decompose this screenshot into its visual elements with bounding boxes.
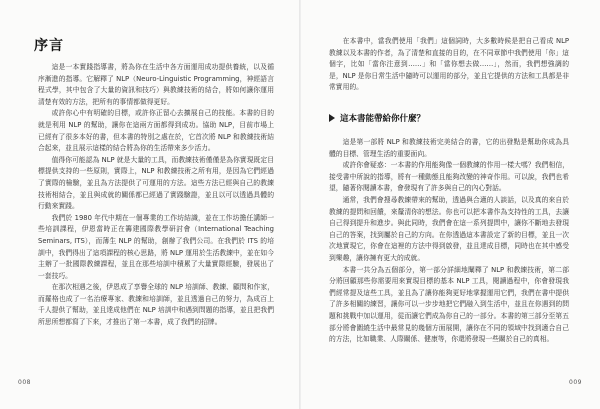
paragraph: 通常，我們會搜尋教練帶來的幫助，透過與合適的人談話，以及真的來自於教練的提問和回饋，來釐清你的想法。你也可以把本書作為支持性的工具，去讓自己得到提升和進步。與此同時，我們會在這一系列提問中，讓你不斷地去發現自己的答案，找到屬於自己的方向。在你透過這本書設定了新的目標，並且一次次地實現它，你會在這裡的方法中得到啟發，並且達成目標，同時也在其中感受到樂趣，讓你擁有更大的成就。	[329, 195, 569, 262]
body-text	[38, 62, 274, 329]
paragraph: 在本書中，當我們使用「我們」這個詞時，大多數時候是把自己看成 NLP 教練以及本書的作者，為了清楚和直接的目的，在不同章節中我們使用「你」這個字，比如「當你注意到……」和「當你想去做……」，然而，我們想強調的是，NLP 是你日常生活中隨時可以運用的部分，並且它提供的方法和工具都是非常實用的。	[329, 37, 569, 92]
body-text	[329, 137, 569, 346]
section-heading	[329, 112, 425, 124]
intro-text	[329, 36, 569, 94]
right-page	[301, 0, 600, 409]
paragraph: 值得你可能認為 NLP 就是大量的工具，而教練技術僅僅是為你實現既定目標提供支持的一些原則，實際上，NLP 和教練技術之所有用，是因為它們經過了實際的檢驗，並且為方法提供了可運用的方法。這些方法已經與自己的教練技術相結合，並且與成就的關係都已經過了實踐驗證，並且以可以透過具體的行動來實踐。	[38, 155, 274, 211]
page-number: 008	[18, 379, 31, 386]
paragraph: 我們於 1980 年代中期在一個專業的工作坊結識，並在工作坊擔任講師一些培訓課程，伊恩當時正在籌建國際教學研討會（International Teaching Seminars, ITS），而薄生 NLP 的幫助，創辦了我們公司。在我們於 ITS 的培訓中，我們得出了這項課程的核心思路，將 NLP 運用於生活教練中，並在如今主辦了一批國際教練課程，並且在那些培訓中積累了大量實際經驗，發展出了一套技巧。	[38, 213, 274, 280]
section-heading-text: 這本書能帶給你什麼？	[340, 114, 426, 124]
paragraph: 本書一共分為五個部分，第一部分詳細地闡釋了 NLP 和教練技術，第二部分將回顧那些你需要用來實現目標的基本 NLP 工具，閱讀過程中，你會發現我們經常提及這些工具，並且為了讓你能夠更好地掌握運用它們，我們在書中提供了許多相關的練習，讓你可以一步步地把它們融入到生活中，並且在你遇到的問題和挑戰中加以運用，從而讓它們成為你自己的一部分。本書的第三部分至第五部分將會圍繞生活中最常見的幾個方面展開，讓你在不同的領域中找到適合自己的方法，比如職業、人際關係、健康等，你還將發現一些關於自己的真相。	[329, 265, 569, 344]
triangle-bullet-icon	[329, 114, 335, 122]
paragraph: 或許你心中有明確的目標，或許你正留心去擴展自己的技能。本書的目的就是利用 NLP 的幫助，讓你在這兩方面都得到成功。協助 NLP，目前市場上已經有了很多本好的書，但本書的特別之處在於，它首次將 NLP 和教練技術結合起來，並且展示這樣的結合將為你的生活帶來多少活力。	[38, 109, 274, 153]
paragraph: 這是一本實踐指導書，將為你在生活中各方面運用成功提供養統，以及循序漸進的指導。它解釋了 NLP（Neuro-Linguistic Programming，神經語言程式學，其中包含了大量的資訊和技巧）與教練技術的結合，將如何讓你運用清楚有效的方法，把所有的事情都做得更好。	[38, 63, 274, 106]
paragraph: 在那次相遇之後，伊恩成了享譽全球的 NLP 培訓師、教練、顧問和作家，而羅格也成了一名治療專家、教練和培訓師，並且透過自己的努力，為成百上千人提供了幫助，並且達成他們在 NLP 培訓中和遇到問題的指導，並且把我們所思所想都寫了下來，才推出了第一本書，成了我們的招牌。	[38, 283, 274, 327]
page-number: 009	[569, 379, 582, 386]
paragraph: 或許你會疑惑：一本書的作用能夠像一個教練的作用一樣大嗎？我們相信，接受書中所說的指導，將有一種動態且能夠改變的神奇作用。可以說，我們也希望，隨著你閱讀本書，會發現有了許多與自己的內心對話。	[329, 161, 569, 193]
paragraph: 這是第一部將 NLP 和教練技術完美結合的書，它的出發點是幫助你成為具體的目標、管理生活的重要面向。	[329, 138, 569, 158]
page-title: 序言	[34, 38, 64, 54]
left-page	[0, 0, 299, 409]
